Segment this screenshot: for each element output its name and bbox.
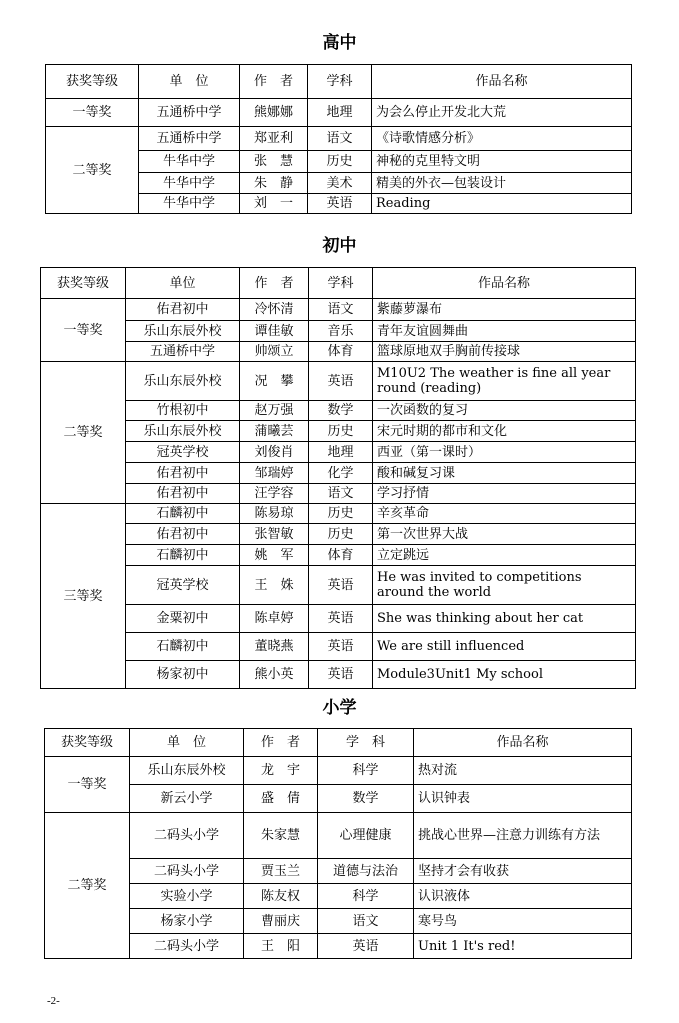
unit-cell: 佑君初中 — [126, 299, 240, 321]
header-unit: 单 位 — [130, 729, 244, 757]
unit-cell: 冠英学校 — [126, 566, 240, 605]
subject-cell: 英语 — [309, 362, 373, 401]
author-cell: 王 姝 — [240, 566, 309, 605]
header-award-level: 获奖等级 — [45, 729, 130, 757]
subject-cell: 历史 — [309, 421, 373, 442]
subject-cell: 英语 — [308, 194, 372, 214]
author-cell: 汪学容 — [240, 484, 309, 504]
table-row — [46, 127, 632, 151]
work-title-cell: 精美的外衣—包装设计 — [372, 173, 632, 194]
author-cell: 赵万强 — [240, 401, 309, 421]
header-unit: 单 位 — [139, 65, 240, 99]
unit-cell: 佑君初中 — [126, 463, 240, 484]
award-level-cell: 三等奖 — [41, 504, 126, 689]
unit-cell: 乐山东辰外校 — [130, 757, 244, 785]
award-table-primary — [44, 728, 632, 959]
award-level-cell: 一等奖 — [41, 299, 126, 362]
author-cell: 龙 宇 — [244, 757, 318, 785]
subject-cell: 英语 — [309, 633, 373, 661]
subject-cell: 历史 — [308, 151, 372, 173]
award-table-middle — [40, 267, 636, 689]
section-title-high: 高中 — [322, 33, 357, 53]
table-row — [41, 566, 636, 605]
author-cell: 朱家慧 — [244, 813, 318, 859]
author-cell: 邹瑞婷 — [240, 463, 309, 484]
author-cell: 刘 一 — [240, 194, 308, 214]
table-row — [45, 909, 632, 934]
header-unit: 单位 — [126, 268, 240, 299]
work-title-cell: He was invited to competitions around the world — [373, 566, 636, 605]
table-row — [41, 504, 636, 524]
table-row — [45, 859, 632, 884]
table-row — [41, 484, 636, 504]
work-title-cell: 寒号鸟 — [414, 909, 632, 934]
work-title-cell: 紫藤萝瀑布 — [373, 299, 636, 321]
header-work-title: 作品名称 — [373, 268, 636, 299]
header-subject: 学科 — [309, 268, 373, 299]
work-title-cell: 青年友谊圆舞曲 — [373, 321, 636, 342]
unit-cell: 乐山东辰外校 — [126, 362, 240, 401]
work-title-cell: 认识液体 — [414, 884, 632, 909]
table-row — [41, 421, 636, 442]
subject-cell: 语文 — [318, 909, 414, 934]
author-cell: 贾玉兰 — [244, 859, 318, 884]
table-row — [45, 884, 632, 909]
author-cell: 谭佳敏 — [240, 321, 309, 342]
author-cell: 郑亚利 — [240, 127, 308, 151]
unit-cell: 二码头小学 — [130, 813, 244, 859]
table-row — [41, 633, 636, 661]
table-row — [46, 99, 632, 127]
unit-cell: 新云小学 — [130, 785, 244, 813]
author-cell: 张智敏 — [240, 524, 309, 545]
author-cell: 张 慧 — [240, 151, 308, 173]
unit-cell: 五通桥中学 — [139, 99, 240, 127]
subject-cell: 心理健康 — [318, 813, 414, 859]
award-level-cell: 二等奖 — [41, 362, 126, 504]
unit-cell: 冠英学校 — [126, 442, 240, 463]
subject-cell: 体育 — [309, 342, 373, 362]
unit-cell: 金粟初中 — [126, 605, 240, 633]
author-cell: 熊小英 — [240, 661, 309, 689]
work-title-cell: Reading — [372, 194, 632, 214]
author-cell: 刘俊肖 — [240, 442, 309, 463]
work-title-cell: 《诗歌情感分析》 — [372, 127, 632, 151]
work-title-cell: 坚持才会有收获 — [414, 859, 632, 884]
unit-cell: 牛华中学 — [139, 194, 240, 214]
unit-cell: 佑君初中 — [126, 524, 240, 545]
unit-cell: 佑君初中 — [126, 484, 240, 504]
page-number: -2- — [47, 995, 60, 1007]
table-header-row — [46, 65, 632, 99]
header-author: 作 者 — [240, 65, 308, 99]
work-title-cell: 立定跳远 — [373, 545, 636, 566]
table-header-row — [41, 268, 636, 299]
table-row — [41, 321, 636, 342]
work-title-cell: Unit 1 It's red! — [414, 934, 632, 959]
subject-cell: 地理 — [308, 99, 372, 127]
table-row — [41, 442, 636, 463]
subject-cell: 地理 — [309, 442, 373, 463]
subject-cell: 英语 — [318, 934, 414, 959]
header-subject: 学科 — [308, 65, 372, 99]
author-cell: 王 阳 — [244, 934, 318, 959]
author-cell: 朱 静 — [240, 173, 308, 194]
unit-cell: 石麟初中 — [126, 633, 240, 661]
table-row — [41, 463, 636, 484]
table-row — [41, 299, 636, 321]
subject-cell: 体育 — [309, 545, 373, 566]
subject-cell: 科学 — [318, 884, 414, 909]
table-header-row — [45, 729, 632, 757]
unit-cell: 五通桥中学 — [126, 342, 240, 362]
subject-cell: 数学 — [309, 401, 373, 421]
table-row — [45, 813, 632, 859]
author-cell: 姚 军 — [240, 545, 309, 566]
header-work-title: 作品名称 — [372, 65, 632, 99]
table-row — [41, 661, 636, 689]
work-title-cell: 认识钟表 — [414, 785, 632, 813]
subject-cell: 化学 — [309, 463, 373, 484]
unit-cell: 牛华中学 — [139, 173, 240, 194]
author-cell: 熊娜娜 — [240, 99, 308, 127]
section-title-middle: 初中 — [322, 236, 357, 256]
subject-cell: 语文 — [309, 299, 373, 321]
unit-cell: 五通桥中学 — [139, 127, 240, 151]
work-title-cell: We are still influenced — [373, 633, 636, 661]
table-row — [45, 757, 632, 785]
subject-cell: 语文 — [308, 127, 372, 151]
work-title-cell: 宋元时期的都市和文化 — [373, 421, 636, 442]
unit-cell: 二码头小学 — [130, 934, 244, 959]
work-title-cell: 神秘的克里特文明 — [372, 151, 632, 173]
subject-cell: 科学 — [318, 757, 414, 785]
unit-cell: 乐山东辰外校 — [126, 321, 240, 342]
subject-cell: 历史 — [309, 524, 373, 545]
unit-cell: 乐山东辰外校 — [126, 421, 240, 442]
unit-cell: 杨家小学 — [130, 909, 244, 934]
subject-cell: 英语 — [309, 566, 373, 605]
subject-cell: 英语 — [309, 661, 373, 689]
header-author: 作 者 — [240, 268, 309, 299]
unit-cell: 竹根初中 — [126, 401, 240, 421]
header-author: 作 者 — [244, 729, 318, 757]
subject-cell: 道德与法治 — [318, 859, 414, 884]
author-cell: 冷怀清 — [240, 299, 309, 321]
work-title-cell: Module3Unit1 My school — [373, 661, 636, 689]
table-row — [41, 524, 636, 545]
author-cell: 帅颂立 — [240, 342, 309, 362]
table-row — [41, 342, 636, 362]
work-title-cell: 辛亥革命 — [373, 504, 636, 524]
author-cell: 陈易琼 — [240, 504, 309, 524]
award-level-cell: 二等奖 — [45, 813, 130, 959]
table-row — [41, 605, 636, 633]
unit-cell: 石麟初中 — [126, 545, 240, 566]
table-row — [45, 785, 632, 813]
author-cell: 蒲曦芸 — [240, 421, 309, 442]
work-title-cell: 热对流 — [414, 757, 632, 785]
work-title-cell: M10U2 The weather is fine all year round (reading) — [373, 362, 636, 401]
work-title-cell: 学习抒情 — [373, 484, 636, 504]
unit-cell: 杨家初中 — [126, 661, 240, 689]
work-title-cell: 一次函数的复习 — [373, 401, 636, 421]
author-cell: 董晓燕 — [240, 633, 309, 661]
award-level-cell: 一等奖 — [46, 99, 139, 127]
author-cell: 盛 倩 — [244, 785, 318, 813]
header-award-level: 获奖等级 — [41, 268, 126, 299]
author-cell: 陈友权 — [244, 884, 318, 909]
award-level-cell: 一等奖 — [45, 757, 130, 813]
work-title-cell: 挑战心世界—注意力训练有方法 — [414, 813, 632, 859]
table-row — [41, 545, 636, 566]
work-title-cell: She was thinking about her cat — [373, 605, 636, 633]
subject-cell: 美术 — [308, 173, 372, 194]
work-title-cell: 篮球原地双手胸前传接球 — [373, 342, 636, 362]
unit-cell: 二码头小学 — [130, 859, 244, 884]
author-cell: 陈卓婷 — [240, 605, 309, 633]
subject-cell: 数学 — [318, 785, 414, 813]
subject-cell: 音乐 — [309, 321, 373, 342]
subject-cell: 历史 — [309, 504, 373, 524]
header-subject: 学 科 — [318, 729, 414, 757]
subject-cell: 英语 — [309, 605, 373, 633]
unit-cell: 石麟初中 — [126, 504, 240, 524]
work-title-cell: 酸和碱复习课 — [373, 463, 636, 484]
work-title-cell: 第一次世界大战 — [373, 524, 636, 545]
work-title-cell: 西亚（第一课时） — [373, 442, 636, 463]
award-level-cell: 二等奖 — [46, 127, 139, 214]
table-row — [41, 401, 636, 421]
author-cell: 况 攀 — [240, 362, 309, 401]
header-work-title: 作品名称 — [414, 729, 632, 757]
header-award-level: 获奖等级 — [46, 65, 139, 99]
unit-cell: 牛华中学 — [139, 151, 240, 173]
work-title-cell: 为会么停止开发北大荒 — [372, 99, 632, 127]
award-table-high — [45, 64, 632, 214]
unit-cell: 实验小学 — [130, 884, 244, 909]
author-cell: 曹丽庆 — [244, 909, 318, 934]
subject-cell: 语文 — [309, 484, 373, 504]
table-row — [41, 362, 636, 401]
table-row — [45, 934, 632, 959]
section-title-primary: 小学 — [322, 698, 357, 718]
